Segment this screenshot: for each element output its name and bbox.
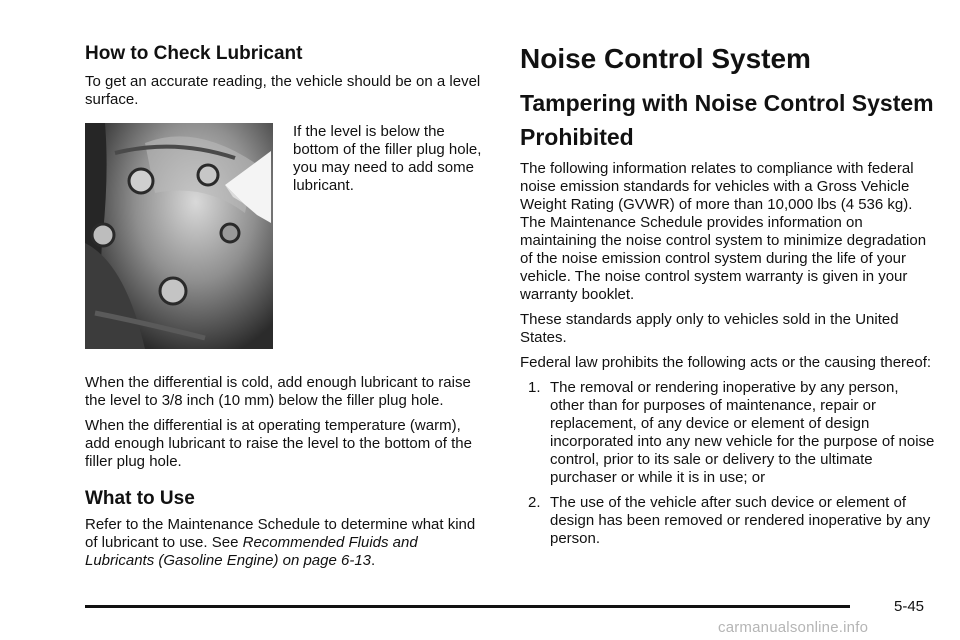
what-to-use-text: Refer to the Maintenance Schedule to determine what kind of lubricant to use. See <box>85 516 476 551</box>
right-column <box>520 42 935 555</box>
page-title-noise-control: Noise Control System <box>520 43 811 74</box>
warm-differential-paragraph: When the differential is at operating temperature (warm), add enough lubricant to raise the level to the bottom of the filler plug hole. <box>85 417 472 470</box>
page-number: 5-45 <box>894 598 925 615</box>
figure-caption: If the level is below the bottom of the filler plug hole, you may need to add some lubricant. <box>293 123 482 194</box>
differential-filler-plug-photo <box>85 123 273 349</box>
intro-paragraph: To get an accurate reading, the vehicle should be on a level surface. <box>85 73 481 108</box>
lubricant-instructions <box>85 374 485 471</box>
left-column <box>85 42 485 570</box>
list-item-text: The removal or rendering inoperative by any person, other than for purposes of maintenance, repair or replacement, of any device or element of design incorporated into any new vehicle for the purpose of noise control, prior to its sale or delivery to the ultimate purchaser or while it is in use; or <box>550 379 935 486</box>
what-to-use-paragraph <box>85 516 485 570</box>
section-title-check-lubricant: How to Check Lubricant <box>85 43 303 64</box>
list-item <box>520 379 935 487</box>
recommended-fluids-reference-link[interactable]: Recommended Fluids and Lubricants (Gasoline Engine) on page 6-13 <box>85 534 418 569</box>
figure-row <box>85 123 485 349</box>
cold-differential-paragraph: When the differential is cold, add enough lubricant to raise the level to 3/8 inch (10 mm) below the filler plug hole. <box>85 374 471 409</box>
list-item-number: 1. <box>528 379 541 396</box>
list-item <box>520 494 935 548</box>
watermark: carmanualsonline.info <box>718 619 869 636</box>
section-title-tampering: Tampering with Noise Control System Prohibited <box>520 90 934 150</box>
list-item-text: The use of the vehicle after such device or element of design has been removed or rendered inoperative by any person. <box>550 494 931 547</box>
compliance-paragraph: The following information relates to compliance with federal noise emission standards for vehicles with a Gross Vehicle Weight Rating (GVWR) of more than 10,000 lbs (4 536 kg). The Maintenance Schedule provides information on maintaining the noise control system to minimize degradation of the noise emission control system during the life of your vehicle. The noise control system warranty is given in your warranty booklet. <box>520 160 927 303</box>
what-to-use-period: . <box>371 552 376 569</box>
section-title-what-to-use: What to Use <box>85 488 195 509</box>
federal-law-paragraph: Federal law prohibits the following acts or the causing thereof: <box>520 354 932 371</box>
footer-divider <box>85 605 850 608</box>
prohibited-acts-list <box>520 379 935 548</box>
standards-paragraph: These standards apply only to vehicles sold in the United States. <box>520 311 899 346</box>
list-item-number: 2. <box>528 494 541 511</box>
